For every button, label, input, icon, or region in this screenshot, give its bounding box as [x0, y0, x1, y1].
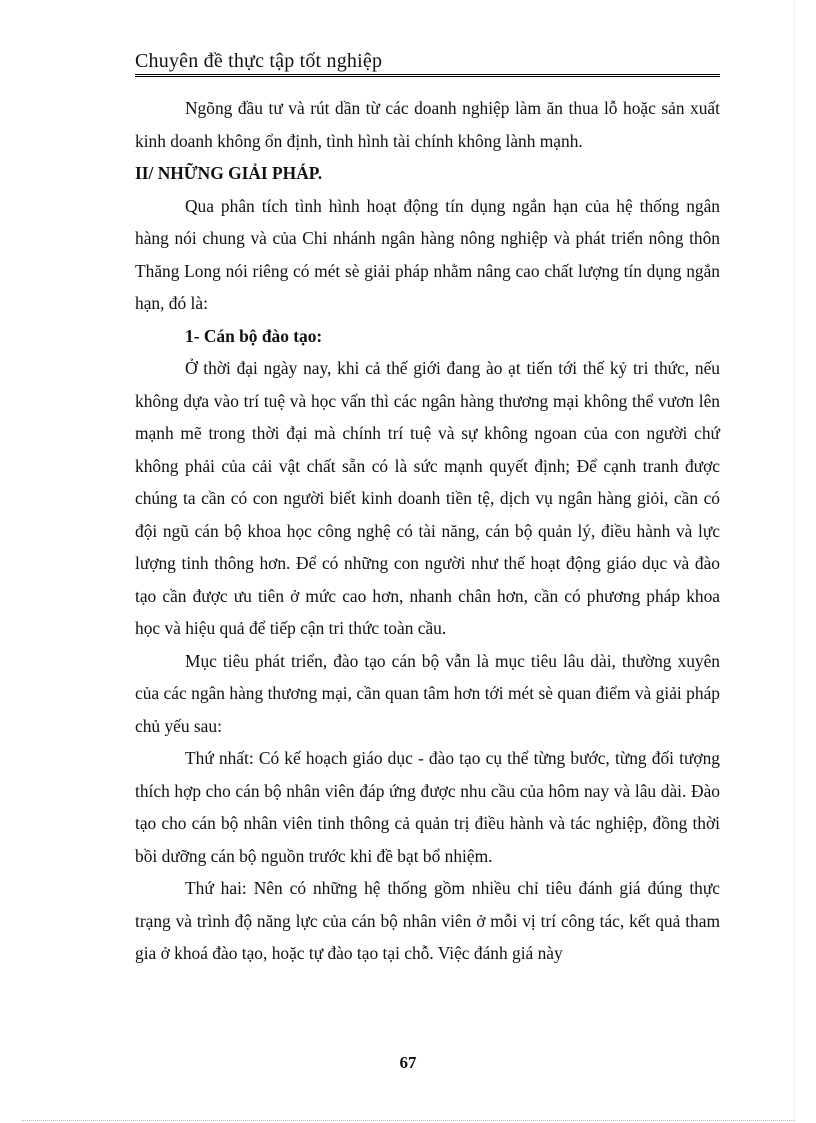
paragraph-2: Qua phân tích tình hình hoạt động tín dụng ngắn hạn của hệ thống ngân hàng nói chung và của Chi nhánh ngân hàng nông nghiệp và phát triển nông thôn Thăng Long nói riêng có mét sè giải pháp nhằm nâng cao chất lượng tín dụng ngắn hạn, đó là:	[135, 195, 720, 313]
page-header	[135, 50, 720, 77]
header-title: Chuyên đề thực tập tốt nghiệp	[135, 50, 383, 72]
page-bottom-border	[22, 1120, 794, 1121]
page-right-border	[794, 0, 795, 1123]
paragraph-6: Thứ hai: Nên có những hệ thống gồm nhiều chỉ tiêu đánh giá đúng thực trạng và trình độ năng lực của cán bộ nhân viên ở mỗi vị trí công tác, kết quả tham gia ở khoá đào tạo, hoặc tự đào tạo tại chỗ. Việc đánh giá này	[135, 878, 720, 963]
page-number: 67	[399, 1053, 417, 1072]
paragraph-3: Ở thời đại ngày nay, khi cả thế giới đang ào ạt tiến tới thế kỷ tri thức, nếu không dựa vào trí tuệ và học vấn thì các ngân hàng thương mại không thể vươn lên mạnh mẽ trong thời đại mà chính trí tuệ và sự không ngoan của con người chứ không phải của cải vật chất sẵn có là sức mạnh quyết định; Để cạnh tranh được chúng ta cần có con người biết kinh doanh tiền tệ, dịch vụ ngân hàng giỏi, cần có đội ngũ cán bộ khoa học công nghệ có tài năng, cán bộ quản lý, điều hành và lực lượng tinh thông hơn. Để có những con người như thế hoạt động giáo dục và đào tạo cần được ưu tiên ở mức cao hơn, nhanh chân hơn, cần có phương pháp khoa học và hiệu quả để tiếp cận tri thức toàn cầu.	[135, 358, 720, 638]
section-heading: II/ NHỮNG GIẢI PHÁP.	[135, 163, 323, 183]
document-body	[135, 92, 720, 970]
paragraph-4: Mục tiêu phát triển, đào tạo cán bộ vẫn là mục tiêu lâu dài, thường xuyên của các ngân hàng thương mại, cần quan tâm hơn tới mét sè quan điểm và giải pháp chủ yếu sau:	[135, 650, 720, 736]
paragraph-1: Ngõng đầu tư và rút dần từ các doanh nghiệp làm ăn thua lỗ hoặc sản xuất kinh doanh không ổn định, tình hình tài chính không lành mạnh.	[135, 98, 720, 151]
paragraph-5: Thứ nhất: Có kế hoạch giáo dục - đào tạo cụ thể từng bước, từng đối tượng thích hợp cho cán bộ nhân viên đáp ứng được nhu cầu của hôm nay và lâu dài. Đào tạo cho cán bộ nhân viên tinh thông cả quản trị điều hành và tác nghiệp, đồng thời bồi dưỡng cán bộ nguồn trước khi đề bạt bổ nhiệm.	[135, 748, 720, 866]
subheading: 1- Cán bộ đào tạo:	[185, 325, 323, 346]
